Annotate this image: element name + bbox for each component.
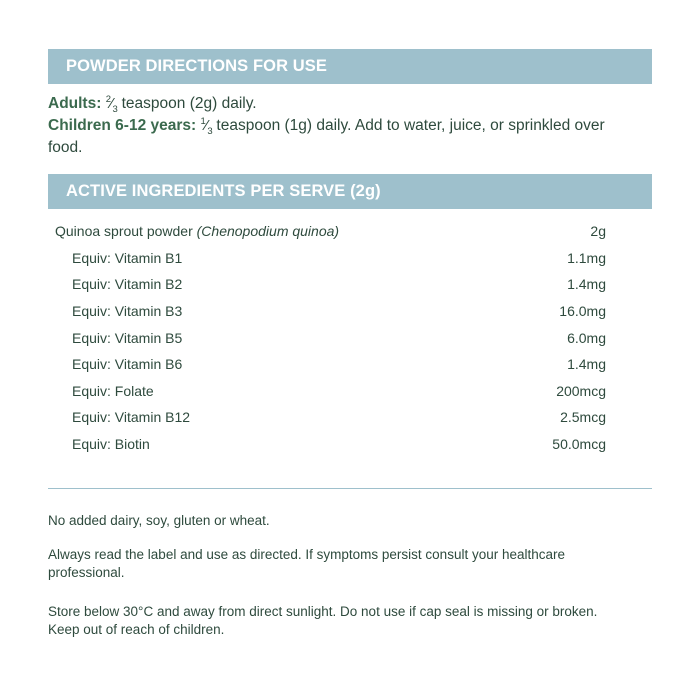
ingredient-name: Equiv: Folate xyxy=(72,382,154,399)
ingredient-row xyxy=(55,298,606,325)
ingredients-title: ACTIVE INGREDIENTS PER SERVE (2g) xyxy=(66,182,381,200)
ingredient-row xyxy=(55,351,606,378)
ingredient-amount: 1.1mg xyxy=(567,249,606,266)
ingredient-amount: 6.0mg xyxy=(567,329,606,346)
directions-header xyxy=(48,49,652,84)
ingredient-row xyxy=(55,404,606,431)
directions-text xyxy=(48,93,638,159)
ingredients-table xyxy=(55,218,606,457)
adults-fraction-slash: ⁄ xyxy=(110,95,113,112)
adults-fraction-denominator: 3 xyxy=(112,104,118,115)
ingredient-name: Equiv: Vitamin B2 xyxy=(72,276,183,293)
ingredient-row xyxy=(55,324,606,351)
ingredient-amount: 2.5mcg xyxy=(560,409,606,426)
ingredient-amount: 16.0mg xyxy=(559,303,606,320)
storage-note: Store below 30°C and away from direct sunlight. Do not use if cap seal is missing or broken. Keep out of reach of children. xyxy=(48,604,598,637)
ingredient-row xyxy=(55,378,606,405)
ingredient-name xyxy=(55,223,339,239)
ingredient-name: Equiv: Biotin xyxy=(72,436,150,453)
ingredient-common-name: Quinoa sprout powder xyxy=(55,223,197,240)
ingredient-amount: 50.0mcg xyxy=(552,436,606,453)
allergen-note: No added dairy, soy, gluten or wheat. xyxy=(48,513,270,528)
children-directions xyxy=(48,115,638,159)
ingredients-header xyxy=(48,174,652,209)
ingredient-name: Equiv: Vitamin B12 xyxy=(72,409,191,426)
directions-title: POWDER DIRECTIONS FOR USE xyxy=(66,57,328,75)
section-divider xyxy=(48,488,652,489)
children-label: Children 6-12 years: xyxy=(48,117,197,134)
adults-fraction-numerator: 2 xyxy=(105,94,111,105)
ingredient-row xyxy=(55,431,606,458)
ingredient-name: Equiv: Vitamin B5 xyxy=(72,329,183,346)
ingredient-latin-name: (Chenopodium quinoa) xyxy=(196,223,340,240)
children-fraction-slash: ⁄ xyxy=(205,117,208,134)
ingredient-amount: 200mcg xyxy=(556,382,606,399)
ingredient-row xyxy=(55,245,606,272)
usage-warning: Always read the label and use as directed. If symptoms persist consult your healthcare professional. xyxy=(48,547,566,580)
adults-dose: teaspoon (2g) daily. xyxy=(117,95,257,112)
ingredient-row xyxy=(55,271,606,298)
children-fraction-denominator: 3 xyxy=(207,126,213,137)
adults-fraction xyxy=(105,94,118,115)
ingredient-name: Equiv: Vitamin B3 xyxy=(72,303,183,320)
children-fraction xyxy=(200,116,213,137)
ingredient-amount: 2g xyxy=(590,223,606,240)
ingredient-amount: 1.4mg xyxy=(567,356,606,373)
ingredient-name: Equiv: Vitamin B6 xyxy=(72,356,183,373)
children-dose: teaspoon (1g) daily. Add to water, juice, or sprinkled over food. xyxy=(48,117,605,156)
adults-directions xyxy=(48,93,638,115)
ingredient-row-main xyxy=(55,218,606,245)
adults-label: Adults: xyxy=(48,95,102,112)
ingredient-amount: 1.4mg xyxy=(567,276,606,293)
ingredient-name: Equiv: Vitamin B1 xyxy=(72,249,183,266)
children-fraction-numerator: 1 xyxy=(200,116,206,127)
